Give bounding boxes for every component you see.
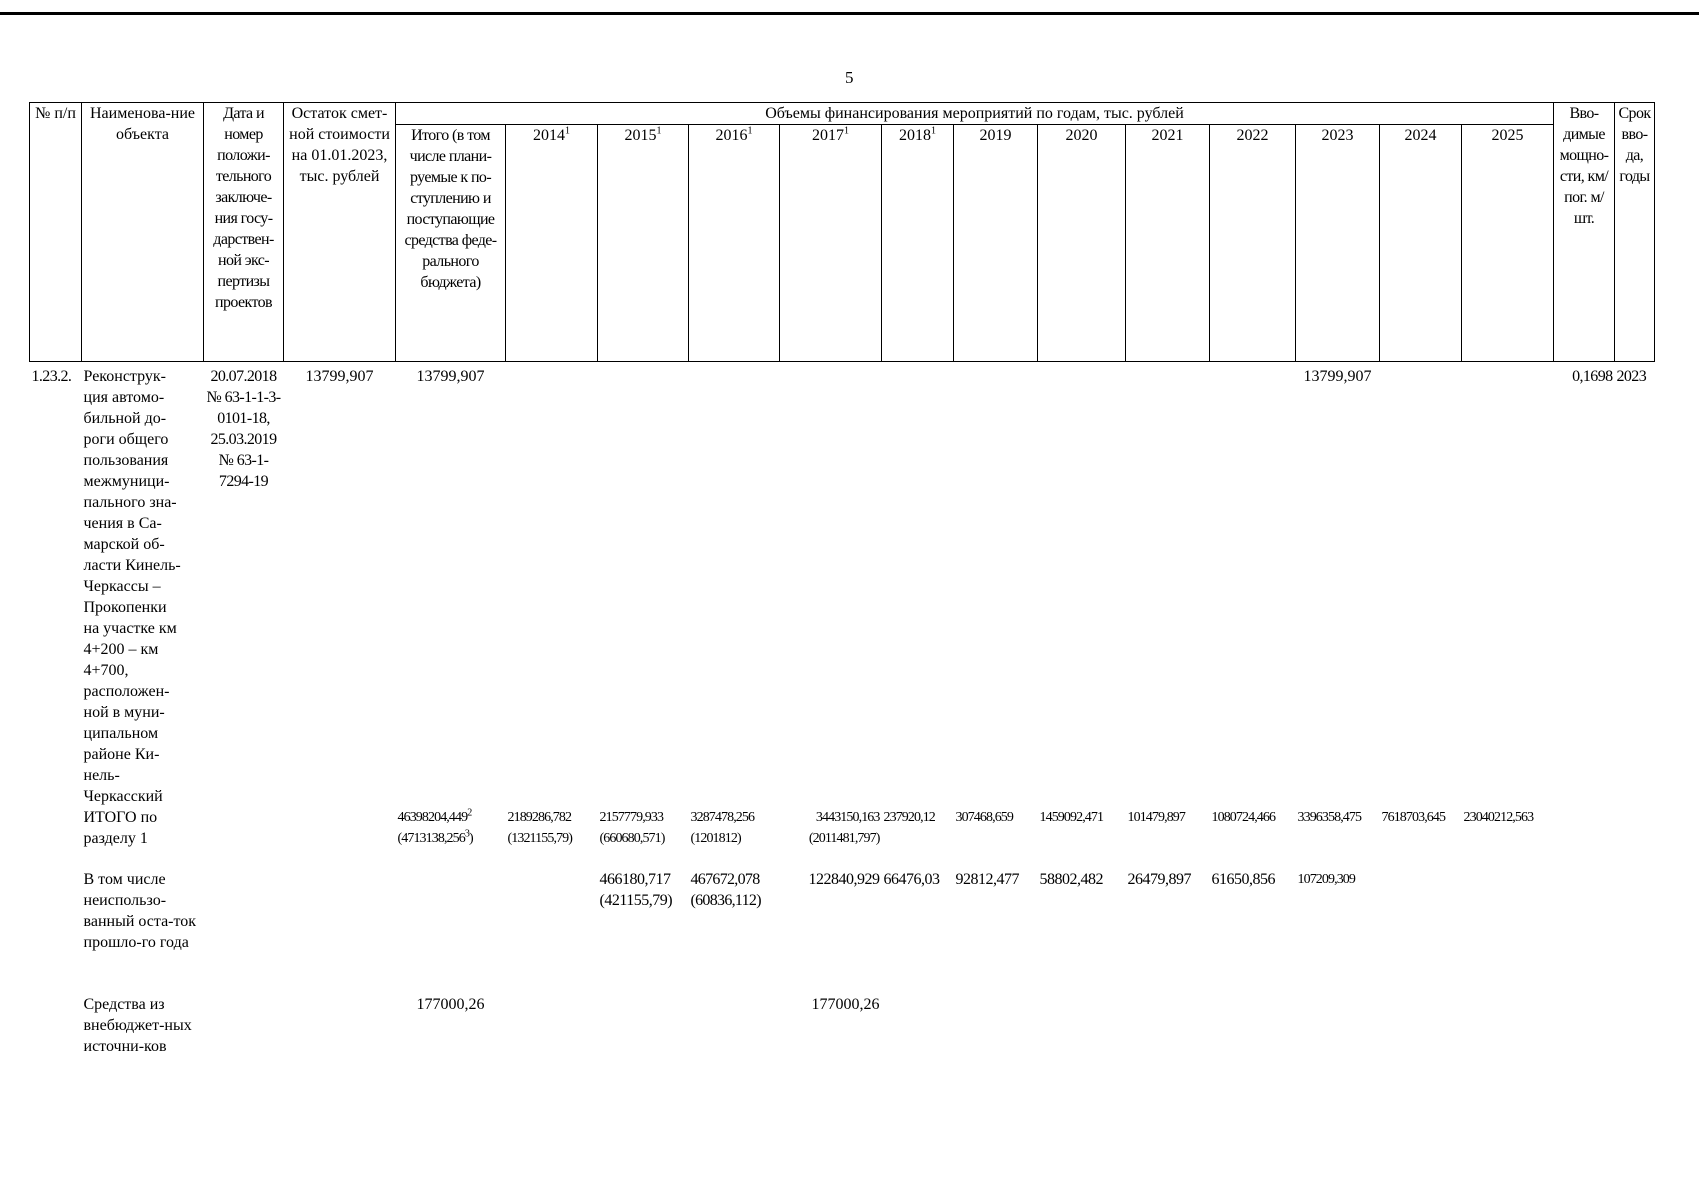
table-row-extrabudgetary [30, 994, 1655, 1084]
table-row-object [30, 362, 1655, 808]
unused-date [204, 869, 284, 994]
unused-term [1615, 869, 1655, 994]
total-y2023: 3396358,475 [1297, 810, 1362, 825]
total-name: ИТОГО по разделу 1 [83, 809, 158, 847]
extra-date [204, 994, 284, 1084]
total-y2024: 7618703,645 [1381, 810, 1446, 825]
unused-y2019: 92812,477 [955, 871, 1019, 888]
row-y2023: 13799,907 [1303, 368, 1372, 385]
row-y2014 [506, 362, 598, 808]
header-term: Срок вво-да, годы [1615, 103, 1655, 362]
header-no: № п/п [30, 103, 82, 362]
extra-y2020 [1038, 994, 1126, 1084]
total-y2015: 2157779,933 (660680,571) [599, 810, 665, 846]
row-date: 20.07.2018 № 63-1-1-3-0101-18, 25.03.2019 № 63-1-7294-19 [206, 368, 281, 490]
extra-y2017: 177000,26 [811, 996, 880, 1013]
extra-y2018 [882, 994, 954, 1084]
unused-y2016: 467672,078 (60836,112) [690, 871, 761, 909]
total-date [204, 807, 284, 869]
unused-y2017: 122840,929 [808, 871, 880, 888]
header-capacity: Вво-димые мощно-сти, км/пог. м/шт. [1554, 103, 1615, 362]
total-y2025: 23040212,563 [1463, 810, 1534, 825]
total-y2018: 237920,12 [883, 810, 935, 825]
row-y2016 [689, 362, 780, 808]
header-funding-group: Объемы финансирования мероприятий по годам, тыс. рублей [396, 103, 1554, 125]
unused-y2023: 107209,309 [1297, 872, 1356, 887]
header-year-2025: 2025 [1462, 125, 1554, 362]
header-year-2018: 2018$^1$ [882, 125, 954, 362]
extra-no [30, 994, 82, 1084]
unused-total [396, 869, 506, 994]
extra-term [1615, 994, 1655, 1084]
extra-y2019 [954, 994, 1038, 1084]
unused-y2014 [506, 869, 598, 994]
total-total: 46398204,449$^2$ (4713138,256$^3$) [397, 807, 473, 846]
row-y2019 [954, 362, 1038, 808]
row-total: 13799,907 [416, 368, 485, 385]
row-term: 2023 [1616, 368, 1647, 385]
row-y2021 [1126, 362, 1210, 808]
unused-y2024 [1380, 869, 1462, 994]
extra-y2024 [1380, 994, 1462, 1084]
total-remainder [284, 807, 396, 869]
unused-y2015: 466180,717 (421155,79) [599, 871, 673, 909]
header-remainder: Остаток смет-ной стоимости на 01.01.2023, тыс. рублей [284, 103, 396, 362]
header-name: Наименова-ние объекта [82, 103, 204, 362]
header-year-2019: 2019 [954, 125, 1038, 362]
unused-y2018: 66476,03 [883, 871, 940, 888]
header-year-2014: 2014$^1$ [506, 125, 598, 362]
header-year-2017: 2017$^1$ [780, 125, 882, 362]
top-border-line [0, 12, 1699, 15]
table-header [30, 103, 1655, 362]
header-year-2024: 2024 [1380, 125, 1462, 362]
header-year-2022: 2022 [1210, 125, 1296, 362]
total-y2022: 1080724,466 [1211, 810, 1276, 825]
extra-remainder [284, 994, 396, 1084]
row-no: 1.23.2. [31, 368, 72, 385]
row-capacity: 0,1698 [1572, 368, 1613, 385]
total-y2014: 2189286,782 (1321155,79) [507, 810, 573, 846]
header-total: Итого (в том числе плани-руемые к по-ступлению и поступающие средства феде-рального бюджета) [396, 125, 506, 362]
extra-y2025 [1462, 994, 1554, 1084]
unused-capacity [1554, 869, 1615, 994]
unused-y2020: 58802,482 [1039, 871, 1103, 888]
unused-y2025 [1462, 869, 1554, 994]
unused-remainder [284, 869, 396, 994]
extra-y2023 [1296, 994, 1380, 1084]
page-number: 5 [845, 68, 854, 87]
total-y2021: 101479,897 [1127, 810, 1186, 825]
unused-y2022: 61650,856 [1211, 871, 1275, 888]
row-y2020 [1038, 362, 1126, 808]
table-row-unused-remainder [30, 869, 1655, 994]
row-y2025 [1462, 362, 1554, 808]
extra-y2014 [506, 994, 598, 1084]
unused-name: В том числе неиспользо-ванный оста-ток прошло-го года [83, 871, 197, 951]
total-no [30, 807, 82, 869]
header-date: Дата и номер положи-тельного заключе-ния госу-дарствен-ной экс-пертизы проектов [204, 103, 284, 362]
funding-table [29, 102, 1655, 1084]
row-remainder: 13799,907 [305, 368, 374, 385]
row-y2018 [882, 362, 954, 808]
row-y2015 [598, 362, 689, 808]
total-y2016: 3287478,256 (1201812) [690, 810, 755, 846]
table-body [30, 362, 1655, 1085]
total-y2017: 3443150,163 (2011481,797) [808, 810, 880, 846]
row-y2022 [1210, 362, 1296, 808]
header-year-2021: 2021 [1126, 125, 1210, 362]
extra-y2021 [1126, 994, 1210, 1084]
extra-total: 177000,26 [416, 996, 485, 1013]
extra-y2022 [1210, 994, 1296, 1084]
total-y2020: 1459092,471 [1039, 810, 1104, 825]
extra-y2015 [598, 994, 689, 1084]
row-y2024 [1380, 362, 1462, 808]
header-year-2023: 2023 [1296, 125, 1380, 362]
header-year-2015: 2015$^1$ [598, 125, 689, 362]
unused-no [30, 869, 82, 994]
row-name: Реконструк-ция автомо-бильной до-роги общего пользования межмуници-пального зна-чения в Са-марской об-ласти Кинель-Черкассы – Прокопенки на участке км 4+200 – км 4+700, расположен-ной в муни-ципальном районе Ки-нель-Черкасский [83, 368, 181, 805]
total-term [1615, 807, 1655, 869]
total-y2019: 307468,659 [955, 810, 1014, 825]
row-y2017 [780, 362, 882, 808]
unused-y2021: 26479,897 [1127, 871, 1191, 888]
extra-capacity [1554, 994, 1615, 1084]
extra-name: Средства из внебюджет-ных источни-ков [83, 996, 192, 1055]
header-year-2016: 2016$^1$ [689, 125, 780, 362]
table-row-total [30, 807, 1655, 869]
header-year-2020: 2020 [1038, 125, 1126, 362]
extra-y2016 [689, 994, 780, 1084]
